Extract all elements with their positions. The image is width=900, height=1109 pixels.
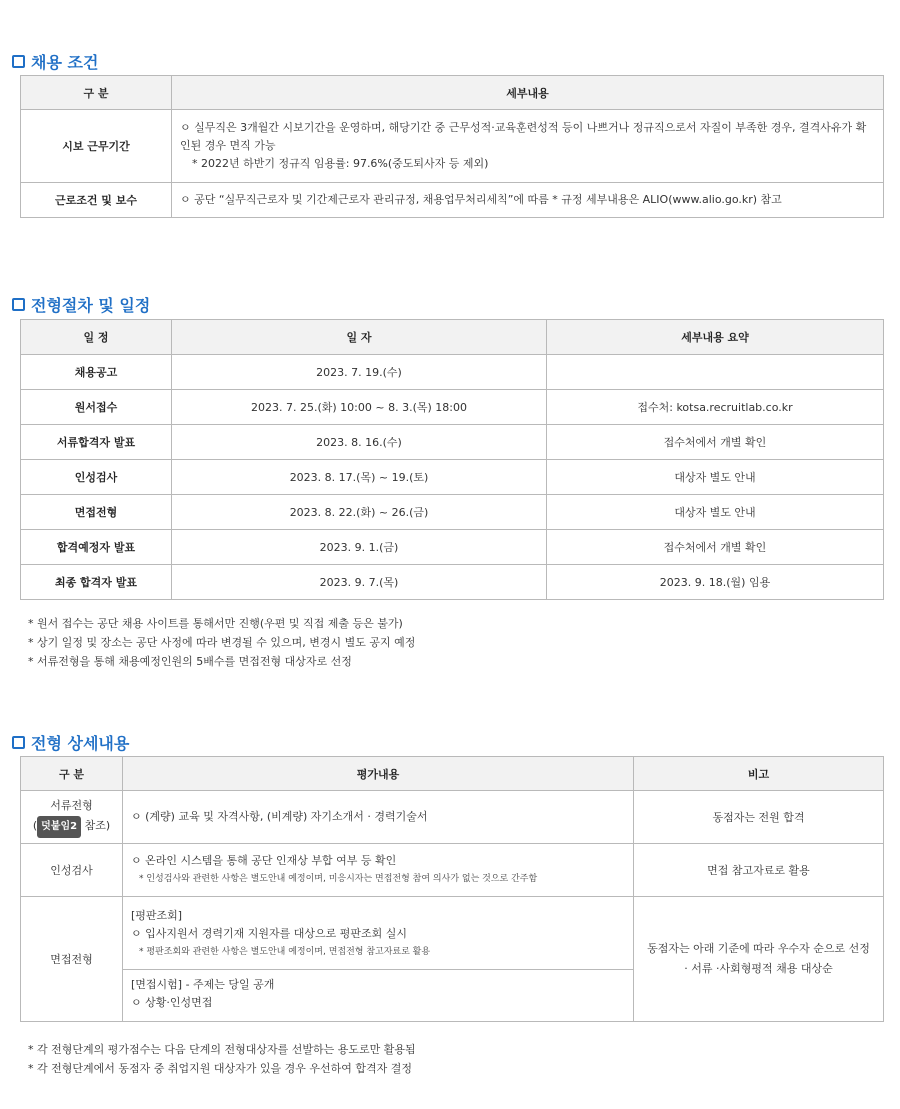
section-title-text: 채용 조건 xyxy=(31,53,99,72)
exam-line: ㅇ 상황·인성면접 xyxy=(131,995,213,1009)
stage-cell: 최종 합격자 발표 xyxy=(21,565,172,600)
section-title-schedule xyxy=(12,293,150,316)
category-cell: 면접전형 xyxy=(21,897,123,1022)
paren-close: 참조) xyxy=(81,819,111,832)
probation-note: * 2022년 하반기 정규직 임용률: 97.6%(중도퇴사자 등 제외) xyxy=(192,157,489,170)
row-label: 근로조건 및 보수 xyxy=(21,183,172,218)
evaluation-subnote: * 인성검사와 관련한 사항은 별도안내 예정이며, 미응시자는 면접전형 참여 의사가 없는 것으로 간주함 xyxy=(139,874,538,884)
square-bullet-icon xyxy=(12,55,25,68)
header-category: 구 분 xyxy=(21,757,123,791)
date-cell: 2023. 9. 7.(목) xyxy=(172,565,547,600)
note-line: * 서류전형을 통해 채용예정인원의 5배수를 면접전형 대상자로 선정 xyxy=(28,655,352,668)
schedule-notes xyxy=(28,614,415,671)
section-title-conditions xyxy=(12,50,98,73)
date-cell: 2023. 8. 17.(목) ~ 19.(토) xyxy=(172,460,547,495)
reputation-title: [평판조회] xyxy=(131,908,183,922)
summary-cell: 접수처에서 개별 확인 xyxy=(547,425,884,460)
date-cell: 2023. 8. 22.(화) ~ 26.(금) xyxy=(172,495,547,530)
header-category: 구 분 xyxy=(21,76,172,110)
stage-cell: 원서접수 xyxy=(21,390,172,425)
row-label: 시보 근무기간 xyxy=(21,110,172,183)
stage-cell: 서류합격자 발표 xyxy=(21,425,172,460)
evaluation-cell: ㅇ (계량) 교육 및 자격사항, (비계량) 자기소개서 · 경력기술서 xyxy=(123,791,634,844)
probation-text: ㅇ 실무직은 3개월간 시보기간을 운영하며, 해당기간 중 근무성적·교육훈련성적 등이 나쁘거나 정규직으로서 자질이 부족한 경우, 결격사유가 확인된 경우 면직 가능 xyxy=(180,121,867,152)
summary-cell: 2023. 9. 18.(월) 임용 xyxy=(547,565,884,600)
reputation-subnote: * 평판조회와 관련한 사항은 별도안내 예정이며, 면접전형 참고자료로 활용 xyxy=(139,946,431,957)
note-line: * 원서 접수는 공단 채용 사이트를 통해서만 진행(우편 및 직접 제출 등은 불가) xyxy=(28,617,403,630)
date-cell: 2023. 7. 25.(화) 10:00 ~ 8. 3.(목) 18:00 xyxy=(172,390,547,425)
evaluation-line: ㅇ 온라인 시스템을 통해 공단 인재상 부합 여부 등 확인 xyxy=(131,854,397,867)
summary-cell: 접수처에서 개별 확인 xyxy=(547,530,884,565)
summary-cell: 접수처: kotsa.recruitlab.co.kr xyxy=(547,390,884,425)
table-row xyxy=(21,355,884,390)
category-label: 서류전형 xyxy=(50,799,93,812)
header-details: 세부내용 xyxy=(172,76,884,110)
section-title-text: 전형절차 및 일정 xyxy=(31,296,151,315)
attachment-badge: 덧붙임2 xyxy=(37,816,81,838)
exam-title: [면접시험] - 주제는 당일 공개 xyxy=(131,977,275,991)
note-line: * 각 전형단계에서 동점자 중 취업지원 대상자가 있을 경우 우선하여 합격자 결정 xyxy=(28,1062,412,1075)
remark-line: · 서류 ·사회형평적 채용 대상순 xyxy=(684,962,833,975)
header-date: 일 자 xyxy=(172,320,547,355)
date-cell: 2023. 7. 19.(수) xyxy=(172,355,547,390)
section-title-details xyxy=(12,731,129,754)
category-cell xyxy=(21,791,123,844)
stage-cell: 채용공고 xyxy=(21,355,172,390)
stage-cell: 면접전형 xyxy=(21,495,172,530)
table-row xyxy=(21,183,884,218)
remark-line: 동점자는 아래 기준에 따라 우수자 순으로 선정 xyxy=(647,942,870,955)
stage-cell: 합격예정자 발표 xyxy=(21,530,172,565)
evaluation-cell xyxy=(123,844,634,897)
summary-cell: 대상자 별도 안내 xyxy=(547,495,884,530)
table-row xyxy=(21,390,884,425)
section-title-text: 전형 상세내용 xyxy=(31,734,130,753)
header-summary: 세부내용 요약 xyxy=(547,320,884,355)
conditions-table xyxy=(20,75,884,218)
remark-cell xyxy=(634,897,884,1022)
remark-cell: 동점자는 전원 합격 xyxy=(634,791,884,844)
stage-cell: 인성검사 xyxy=(21,460,172,495)
row-content: ㅇ 공단 “실무직근로자 및 기간제근로자 관리규정, 채용업무처리세칙”에 따름 * 규정 세부내용은 ALIO(www.alio.go.kr) 참고 xyxy=(172,183,884,218)
header-remarks: 비고 xyxy=(634,757,884,791)
remark-cell: 면접 참고자료로 활용 xyxy=(634,844,884,897)
table-row xyxy=(21,425,884,460)
reputation-line: ㅇ 입사지원서 경력기재 지원자를 대상으로 평판조회 실시 xyxy=(131,926,408,940)
table-row xyxy=(21,460,884,495)
date-cell: 2023. 9. 1.(금) xyxy=(172,530,547,565)
date-cell: 2023. 8. 16.(수) xyxy=(172,425,547,460)
header-stage: 일 정 xyxy=(21,320,172,355)
summary-cell: 대상자 별도 안내 xyxy=(547,460,884,495)
schedule-table xyxy=(20,319,884,600)
paren-open: ( xyxy=(32,819,38,832)
square-bullet-icon xyxy=(12,298,25,311)
category-cell: 인성검사 xyxy=(21,844,123,897)
table-row xyxy=(21,897,884,1022)
square-bullet-icon xyxy=(12,736,25,749)
details-table xyxy=(20,756,884,1022)
table-row xyxy=(21,565,884,600)
table-row xyxy=(21,110,884,183)
header-evaluation: 평가내용 xyxy=(123,757,634,791)
note-line: * 상기 일정 및 장소는 공단 사정에 따라 변경될 수 있으며, 변경시 별도 공지 예정 xyxy=(28,636,416,649)
note-line: * 각 전형단계의 평가점수는 다음 단계의 전형대상자를 선발하는 용도로만 활용됨 xyxy=(28,1043,416,1056)
table-row xyxy=(21,791,884,844)
row-content xyxy=(172,110,884,183)
table-row xyxy=(21,495,884,530)
exam-block xyxy=(123,969,633,1012)
evaluation-cell xyxy=(123,897,634,1022)
details-notes xyxy=(28,1040,416,1078)
table-row xyxy=(21,844,884,897)
summary-cell xyxy=(547,355,884,390)
table-row xyxy=(21,530,884,565)
